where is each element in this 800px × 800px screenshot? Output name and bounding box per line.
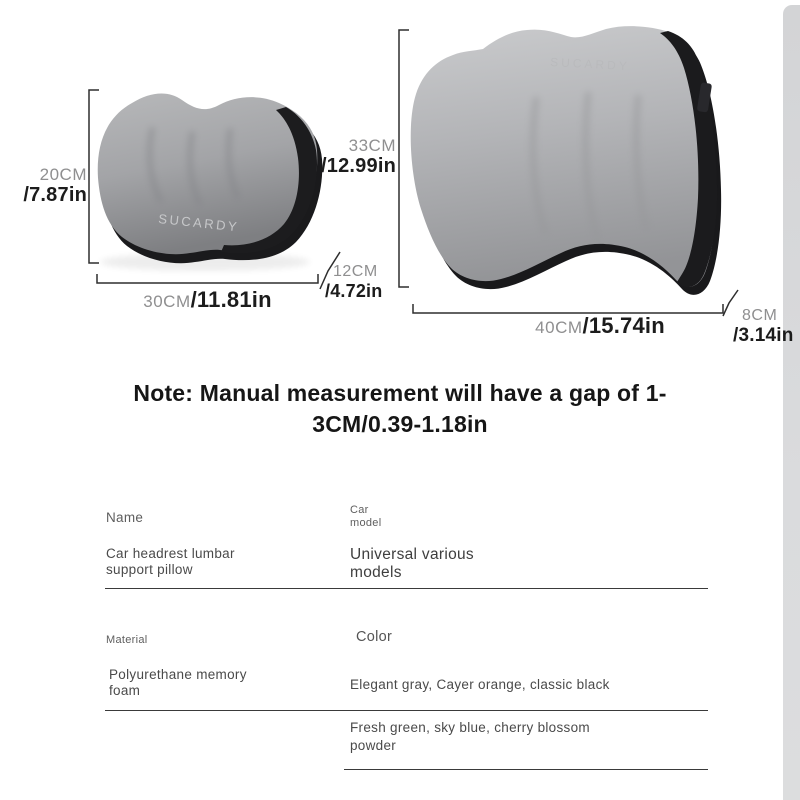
table-divider: [105, 710, 708, 711]
lumbar-height-bracket: [399, 30, 409, 287]
note-line: 3CM/0.39-1.18in: [312, 411, 488, 438]
dimension-cm-text: 20CM: [39, 165, 87, 184]
spec-color-value-1: Elegant gray, Cayer orange, classic black: [350, 677, 610, 692]
lumbar-width-bracket: [413, 304, 723, 313]
dimension-in-text: /4.72in: [325, 280, 383, 301]
spec-material-label: Material: [106, 634, 148, 646]
spec-car-model-value: Universal various models: [350, 546, 474, 581]
headrest-width-label: [105, 288, 310, 313]
dimension-in-text: /12.99in: [321, 155, 396, 178]
headrest-depth-label: [325, 263, 382, 301]
lumbar-depth-label: [733, 307, 794, 346]
spec-car-model-label: Car model: [350, 504, 382, 530]
lumbar-width-label: [490, 314, 710, 339]
dimension-in-text: /11.81in: [190, 287, 272, 312]
spec-color-label: Color: [356, 629, 393, 645]
dimension-in-text: /15.74in: [582, 313, 665, 338]
spec-name-label: Name: [106, 510, 144, 525]
headrest-pillow-illustration: [98, 94, 323, 271]
table-divider: [344, 769, 708, 770]
headrest-height-label: [0, 165, 87, 206]
spec-material-value: Polyurethane memory foam: [109, 667, 247, 699]
dimension-cm-text: 30CM: [143, 292, 191, 311]
lumbar-height-label: [308, 136, 396, 177]
note-line: Note: Manual measurement will have a gap of 1-: [133, 380, 667, 406]
table-divider: [105, 588, 708, 589]
spec-table: [100, 500, 715, 795]
lumbar-pillow-illustration: [411, 26, 721, 295]
measurement-note: [60, 378, 740, 440]
dimension-in-text: /7.87in: [23, 184, 87, 207]
headrest-height-bracket: [89, 90, 99, 263]
spec-name-value: Car headrest lumbar support pillow: [106, 546, 235, 578]
dimension-in-text: /3.14in: [733, 324, 794, 346]
dimension-cm-text: 33CM: [348, 136, 396, 155]
dimension-cm-text: 12CM: [333, 263, 378, 280]
spec-color-value-2: Fresh green, sky blue, cherry blossom powder: [350, 720, 590, 753]
brand-logo-text: SUCARDY: [157, 211, 240, 235]
dimension-cm-text: 40CM: [535, 318, 583, 337]
headrest-width-bracket: [97, 274, 318, 283]
brand-logo-text: SUCARDY: [549, 55, 631, 74]
dimension-cm-text: 8CM: [742, 307, 778, 324]
